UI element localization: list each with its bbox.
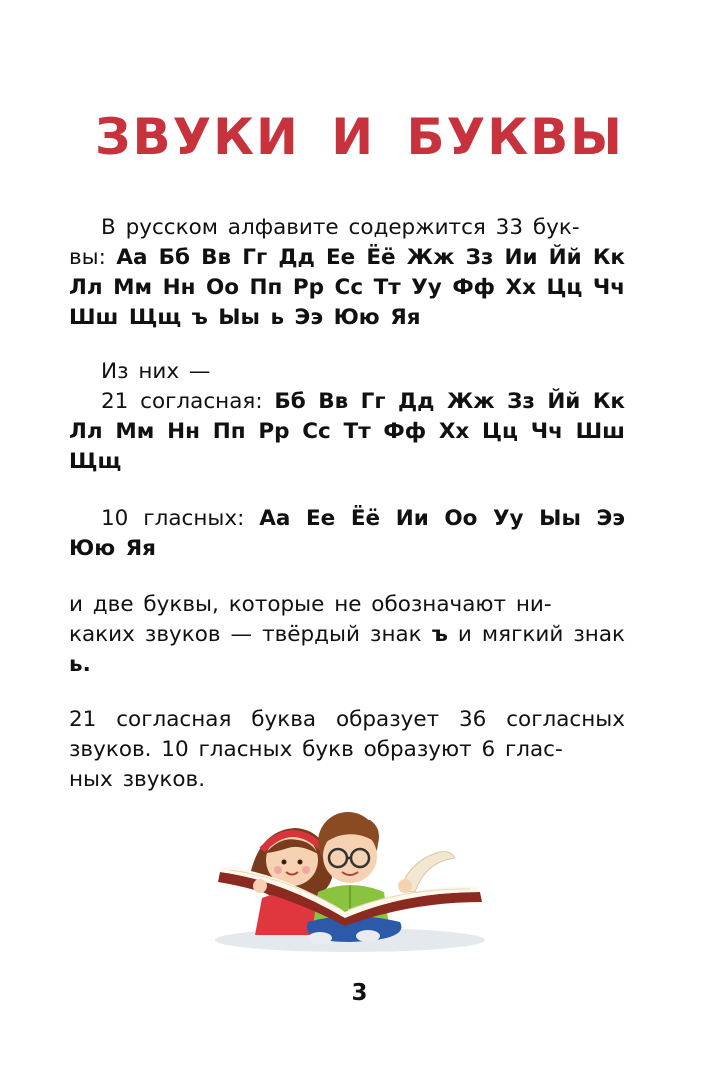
signs-text-1: и две буквы, которые не обозначают ни- каких звуков — твёрдый знак bbox=[69, 592, 552, 647]
vowel-letters: Аа Ее Ёё Ии Оо Уу Ыы Ээ Юю Яя bbox=[69, 506, 625, 561]
consonant-letters: Бб Вв Гг Дд Жж Зз Йй Кк Лл Мм Нн Пп Рр Сс Тт Фф Хх Цц Чч Шш Щщ bbox=[69, 389, 625, 474]
page-number: 3 bbox=[351, 980, 368, 1006]
vowels-paragraph bbox=[69, 504, 625, 564]
kids-reading-illustration bbox=[200, 800, 490, 960]
page-title: ЗВУКИ И БУКВЫ bbox=[94, 108, 624, 166]
alphabet-intro: В русском алфавите содержится 33 бук- вы: bbox=[69, 215, 580, 270]
signs-paragraph bbox=[69, 590, 625, 680]
consonants-paragraph bbox=[69, 357, 625, 477]
consonants-lead: Из них — bbox=[101, 359, 211, 384]
signs-text-2: и мягкий знак bbox=[447, 622, 625, 647]
alphabet-paragraph bbox=[69, 213, 625, 333]
vowels-intro: 10 гласных: bbox=[101, 506, 260, 531]
alphabet-letters: Аа Бб Вв Гг Дд Ее Ёё Жж Зз Ии Йй Кк Лл Мм Нн Оо Пп Рр Сс Тт Уу Фф Хх Цц Чч Шш Щщ ъ Ыы ь Ээ Юю Яя bbox=[69, 245, 626, 330]
consonants-intro: 21 согласная: bbox=[101, 389, 275, 414]
sounds-paragraph: 21 согласная буква образует 36 согласных звуков. 10 гласных букв образуют 6 глас- ных звуков. bbox=[69, 707, 625, 792]
hard-sign: ъ bbox=[431, 622, 448, 647]
soft-sign: ь. bbox=[69, 652, 91, 677]
